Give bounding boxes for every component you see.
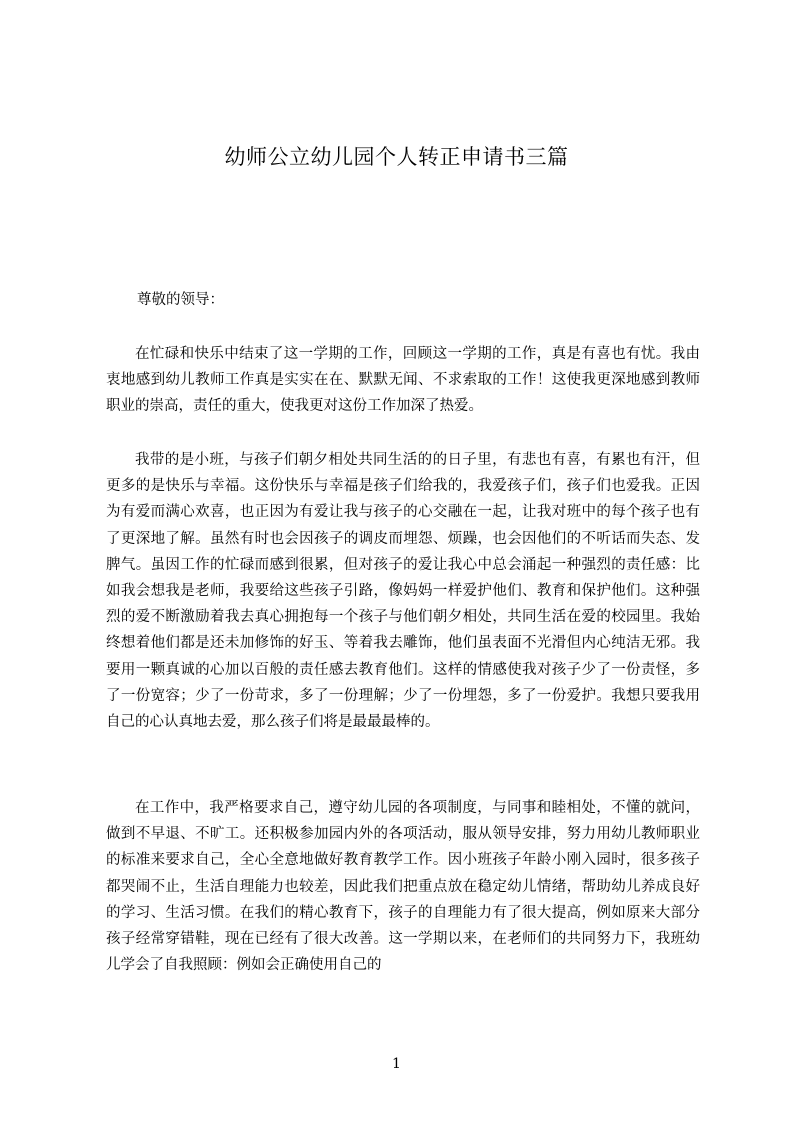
page-number: 1: [392, 1056, 401, 1072]
paragraph-2: 我带的是小班，与孩子们朝夕相处共同生活的的日子里，有悲也有喜，有累也有汗，但更多的是快乐与幸福。这份快乐与幸福是孩子们给我的，我爱孩子们，孩子们也爱我。正因为有爱而满心欢喜，也正因为有爱让我与孩子的心交融在一起，让我对班中的每个孩子也有了更深地了解。虽然有时也会因孩子的调皮而埋怨、烦躁，也会因他们的不听话而失态、发脾气。虽因工作的忙碌而感到很累，但对孩子的爱让我心中总会涌起一种强烈的责任感：比如我会想我是老师，我要给这些孩子引路，像妈妈一样爱护他们、教育和保护他们。这种强烈的爱不断激励着我去真心拥抱每一个孩子与他们朝夕相处，共同生活在爱的校园里。我始终想着他们都是还未加修饰的好玉、等着我去雕饰，他们虽表面不光滑但内心纯洁无邪。我要用一颗真诚的心加以百般的责任感去教育他们。这样的情感使我对孩子少了一份责怪，多了一份宽容；少了一份苛求，多了一份理解；少了一份埋怨，多了一份爱护。我想只要我用自己的心认真地去爱，那么孩子们将是最最最棒的。: [106, 452, 700, 731]
salutation: 尊敬的领导：: [137, 292, 224, 308]
paragraph-1: 在忙碌和快乐中结束了这一学期的工作，回顾这一学期的工作，真是有喜也有忧。我由衷地感到幼儿教师工作真是实实在在、默默无闻、不求索取的工作！这使我更深地感到教师职业的崇高，责任的重大，使我更对这份工作加深了热爱。: [106, 346, 700, 415]
document-title: 幼师公立幼儿园个人转正申请书三篇: [224, 145, 569, 169]
paragraph-3: 在工作中，我严格要求自己，遵守幼儿园的各项制度，与同事和睦相处，不懂的就问，做到不早退、不旷工。还积极参加园内外的各项活动，服从领导安排，努力用幼儿教师职业的标准来要求自己，全心全意地做好教育教学工作。因小班孩子年龄小刚入园时，很多孩子都哭闹不止，生活自理能力也较差，因此我们把重点放在稳定幼儿情绪，帮助幼儿养成良好的学习、生活习惯。在我们的精心教育下，孩子的自理能力有了很大提高，例如原来大部分孩子经常穿错鞋，现在已经有了很大改善。这一学期以来，在老师们的共同努力下，我班幼儿学会了自我照顾：例如会正确使用自己的: [106, 800, 700, 974]
